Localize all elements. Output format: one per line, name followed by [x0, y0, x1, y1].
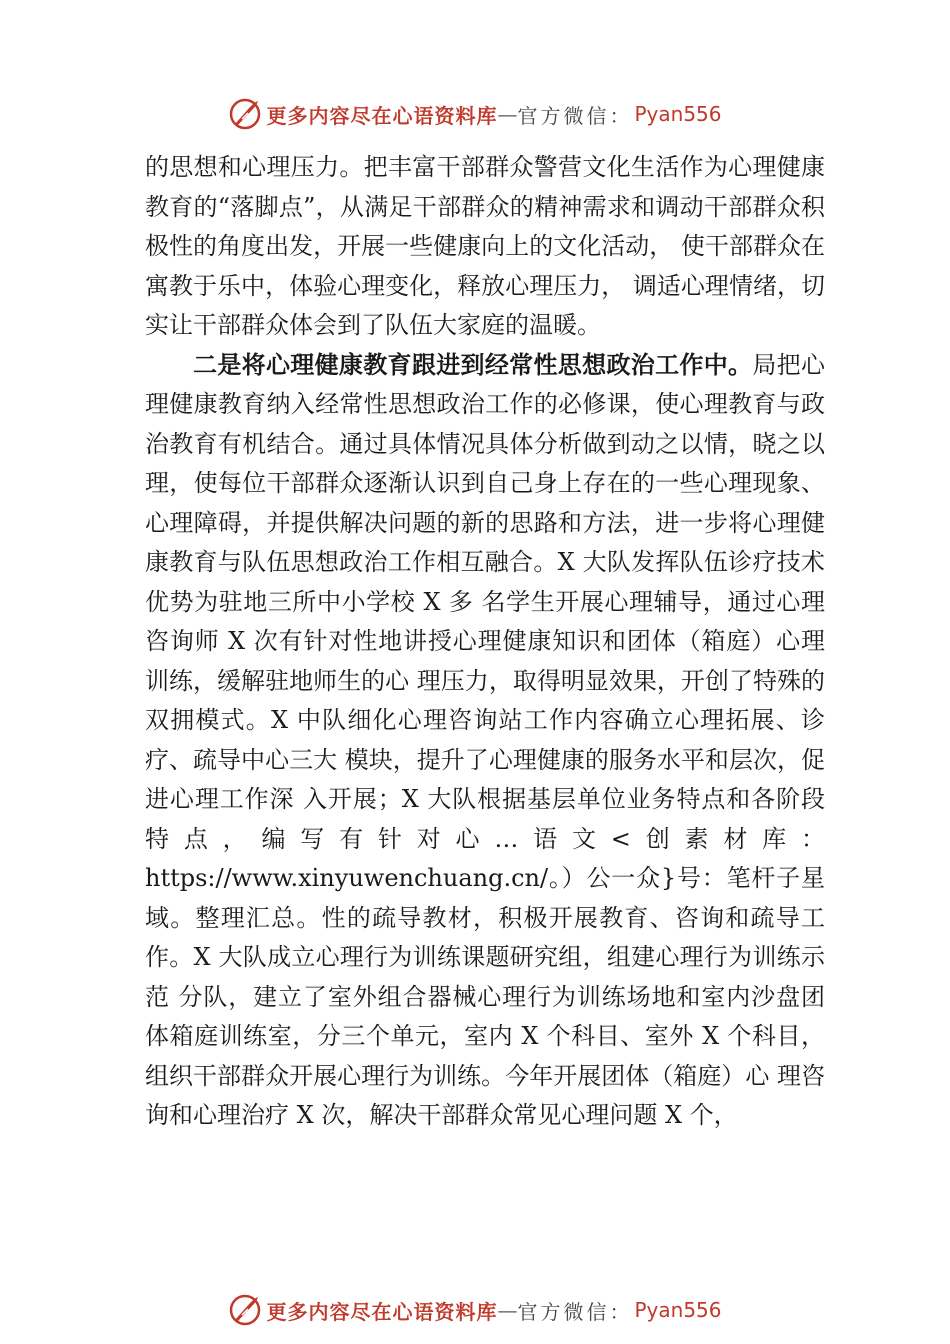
banner-separator: —: [497, 1298, 518, 1322]
document-body: [145, 148, 825, 1136]
paragraph-2-heading: 二是将心理健康教育跟进到经常性思想政治工作中。: [193, 350, 753, 379]
paragraph-2: [145, 346, 825, 1136]
banner-label: 官方微信：: [517, 1299, 633, 1324]
banner-label: 官方微信：: [517, 103, 633, 128]
banner-wechat-id: Pyan556: [634, 1298, 722, 1322]
quill-logo-icon: [228, 97, 262, 131]
banner-main-text: 更多内容尽在心语资料库: [266, 103, 498, 128]
banner-separator: —: [497, 102, 518, 126]
banner-main-text: 更多内容尽在心语资料库: [266, 1299, 498, 1324]
paragraph-1: 的思想和心理压力。把丰富干部群众警营文化生活作为心理健康教育的“落脚点”，从满足干部群众的精神需求和调动干部群众积极性的角度出发，开展一些健康向上的文化活动， 使干部群众在寓教于乐中，体验心理变化，释放心理压力， 调适心理情绪，切实让干部群众体会到了队伍大家庭的温暖。: [145, 153, 825, 339]
footer-banner: [0, 1290, 950, 1330]
quill-logo-icon: [228, 1293, 262, 1327]
header-banner: [0, 94, 950, 134]
banner-wechat-id: Pyan556: [634, 102, 722, 126]
paragraph-2-text: 局把心理健康教育纳入经常性思想政治工作的必修课，使心理教育与政治教育有机结合。通过具体情况具体分析做到动之以情，晓之以理，使每位干部群众逐渐认识到自己身上存在的一些心理现象、心理障碍，并提供解决问题的新的思路和方法，进一步将心理健康教育与队伍思想政治工作相互融合。X 大队发挥队伍诊疗技术优势为驻地三所中小学校 X 多 名学生开展心理辅导，通过心理咨询师 X 次有针对性地讲授心理健康知识和团体（箱庭）心理训练，缓解驻地师生的心 理压力，取得明显效果，开创了特殊的双拥模式。X 中队细化心理咨询站工作内容确立心理拓展、诊疗、疏导中心三大 模块，提升了心理健康的服务水平和层次，促进心理工作深 入开展；X 大队根据基层单位业务特点和各阶段特点，编写有针对心…语文<创素材库：https://www.xinyuwenchuang.cn/。）公一众}号：笔杆子星域。整理汇总。性的疏导教材，积极开展教育、咨询和疏导工作。X 大队成立心理行为训练课题研究组，组建心理行为训练示范 分队，建立了室外组合器械心理行为训练场地和室内沙盘团 体箱庭训练室，分三个单元，室内 X 个科目、室外 X 个科目， 组织干部群众开展心理行为训练。今年开展团体（箱庭）心 理咨询和心理治疗 X 次，解决干部群众常见心理问题 X 个，: [145, 350, 825, 1129]
